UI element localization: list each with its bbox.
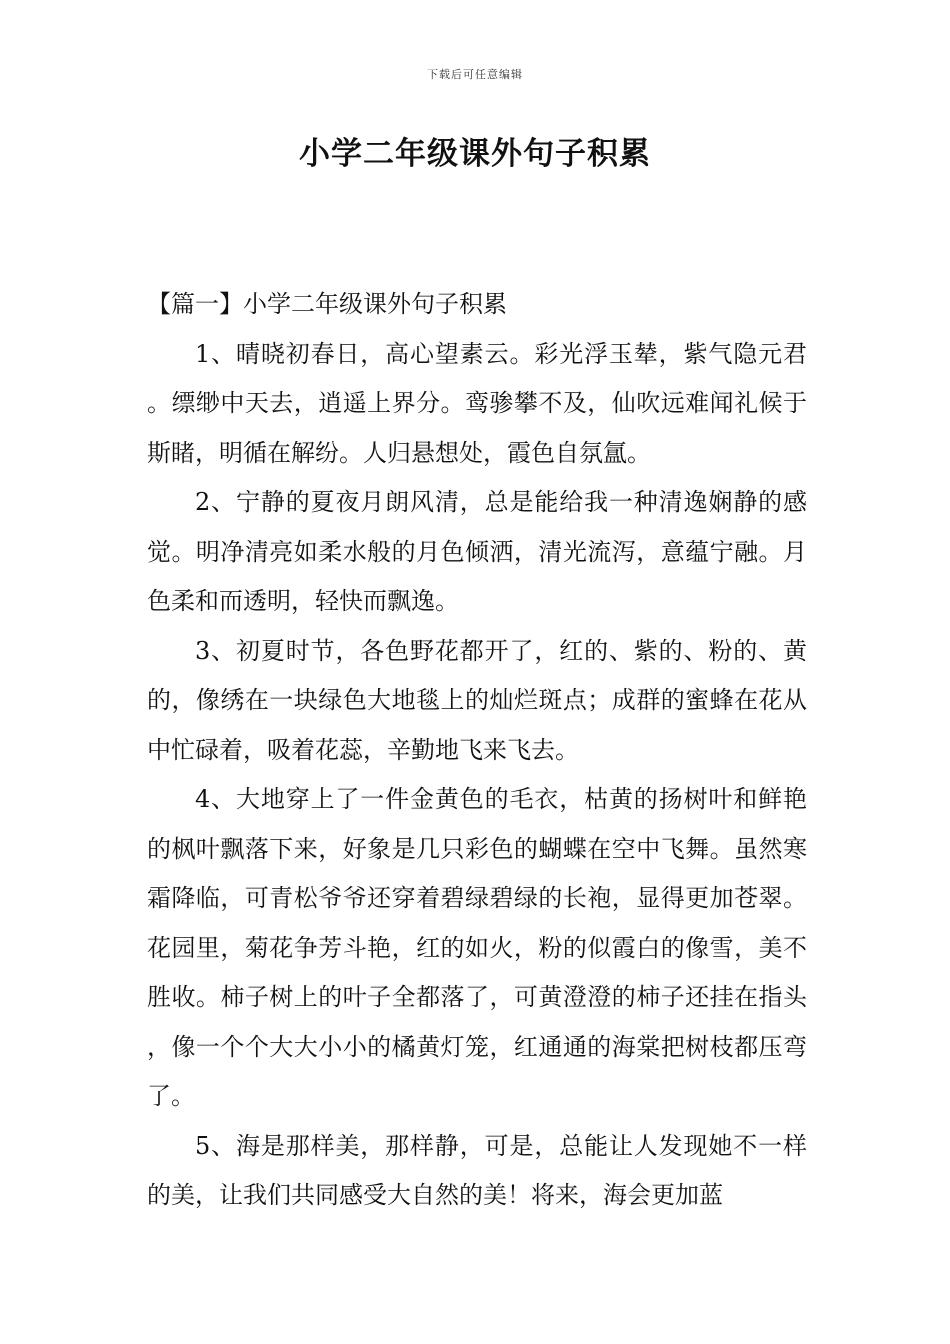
paragraph-5: 5、海是那样美，那样静，可是，总能让人发现她不一样的美，让我们共同感受大自然的美！将来，海会更加蓝 — [147, 1131, 807, 1209]
paragraph-3: 3、初夏时节，各色野花都开了，红的、紫的、粉的、黄的，像绣在一块绿色大地毯上的灿烂斑点；成群的蜜蜂在花从中忙碌着，吸着花蕊，辛勤地飞来飞去。 — [147, 636, 807, 764]
document-title: 小学二年级课外句子积累 — [299, 136, 651, 172]
header-note: 下载后可任意编辑 — [427, 68, 523, 81]
paragraph-1: 1、晴晓初春日，高心望素云。彩光浮玉辇，紫气隐元君。缥缈中天去，逍遥上界分。鸾骖攀不及，仙吹远难闻礼候于斯睹，明循在解纷。人归悬想处，霞色自氛氲。 — [147, 339, 807, 467]
paragraph-2: 2、宁静的夏夜月朗风清，总是能给我一种清逸娴静的感觉。明净清亮如柔水般的月色倾洒，清光流泻，意蕴宁融。月色柔和而透明，轻快而飘逸。 — [147, 488, 807, 615]
document-body — [147, 280, 807, 1221]
paragraph-4: 4、大地穿上了一件金黄色的毛衣，枯黄的扬树叶和鲜艳的枫叶飘落下来，好象是几只彩色的蝴蝶在空中飞舞。虽然寒霜降临，可青松爷爷还穿着碧绿碧绿的长袍，显得更加苍翠。花园里，菊花争芳斗艳，红的如火，粉的似霞白的像雪，美不胜收。柿子树上的叶子全都落了，可黄澄澄的柿子还挂在指头，像一个个大大小小的橘黄灯笼，红通通的海棠把树枝都压弯了。 — [147, 785, 807, 1110]
section-heading: 【篇一】小学二年级课外句子积累 — [147, 290, 507, 318]
